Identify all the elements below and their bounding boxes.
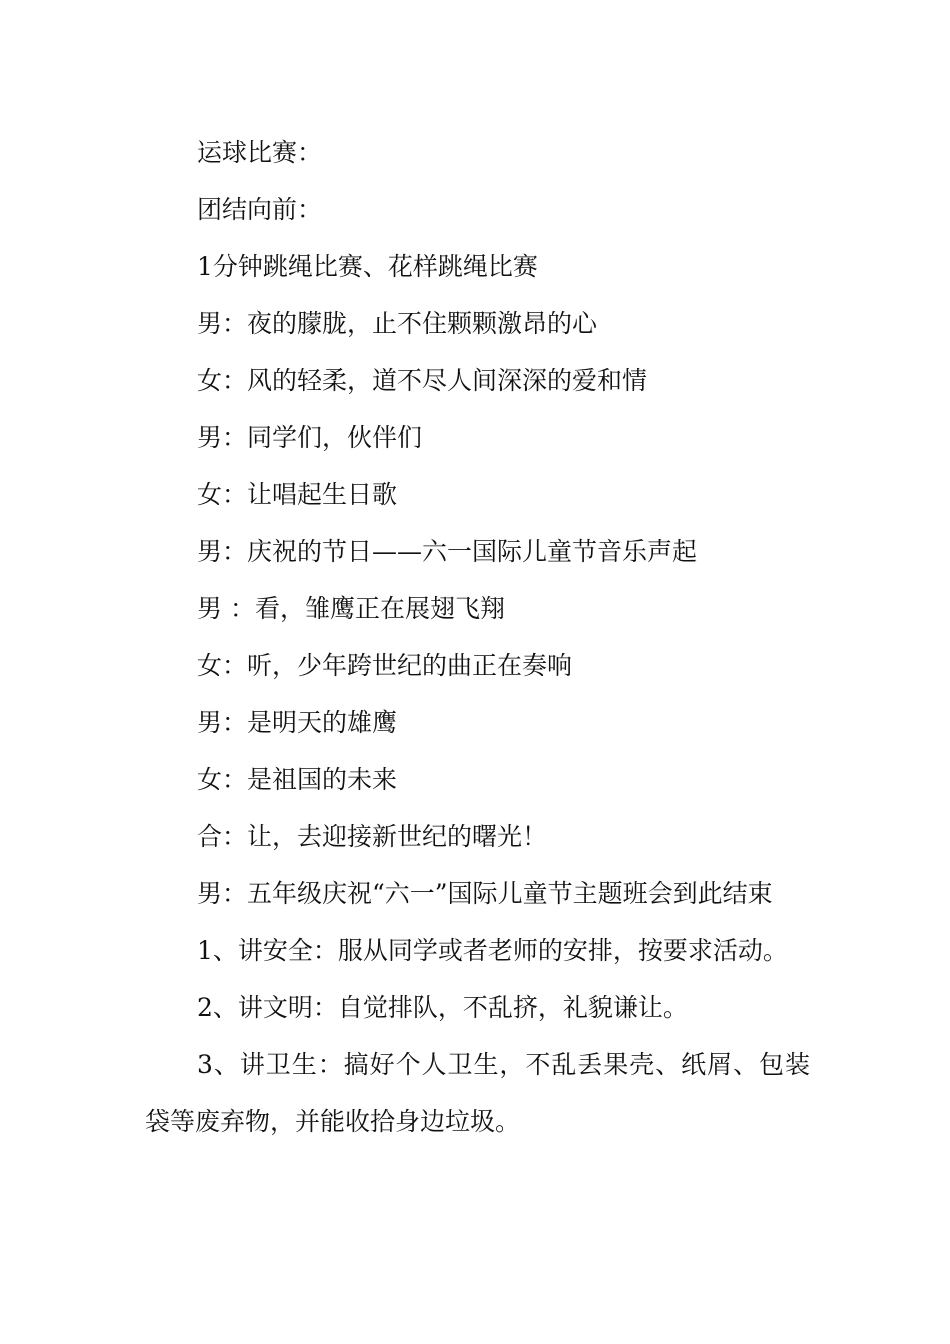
paragraph-line-female-1: 女：风的轻柔，道不尽人间深深的爱和情: [197, 366, 648, 395]
paragraph-line-male-3: 男：庆祝的节日——六一国际儿童节音乐声起: [197, 537, 698, 566]
paragraph-line-female-3: 女：听，少年跨世纪的曲正在奏响: [197, 651, 573, 680]
paragraph-line-male-1: 男：夜的朦胧，止不住颗颗激昂的心: [197, 309, 598, 338]
paragraph-unity-forward: 团结向前：: [197, 195, 323, 224]
paragraph-line-male-5: 男：是明天的雄鹰: [197, 708, 398, 737]
paragraph-jump-rope: 1分钟跳绳比赛、花样跳绳比赛: [197, 252, 538, 281]
paragraph-dribble-race: 运球比赛：: [197, 138, 323, 167]
paragraph-line-female-4: 女：是祖国的未来: [197, 765, 398, 794]
paragraph-closing-line: 男：五年级庆祝“六一”国际儿童节主题班会到此结束: [197, 879, 773, 908]
paragraph-line-male-4: 男 ：看，雏鹰正在展翅飞翔: [197, 594, 505, 623]
paragraph-rule-civility: 2、讲文明：自觉排队，不乱挤，礼貌谦让。: [197, 993, 688, 1022]
paragraph-line-male-2: 男：同学们，伙伴们: [197, 423, 423, 452]
paragraph-line-chorus: 合：让，去迎接新世纪的曙光！: [197, 822, 548, 851]
document-body: [145, 124, 810, 1150]
paragraph-rule-safety: 1、讲安全：服从同学或者老师的安排，按要求活动。: [197, 936, 788, 965]
paragraph-rule-hygiene: 3、讲卫生：搞好个人卫生，不乱丢果壳、纸屑、包装袋等废弃物，并能收拾身边垃圾。: [145, 1050, 810, 1136]
paragraph-line-female-2: 女：让唱起生日歌: [197, 480, 398, 509]
